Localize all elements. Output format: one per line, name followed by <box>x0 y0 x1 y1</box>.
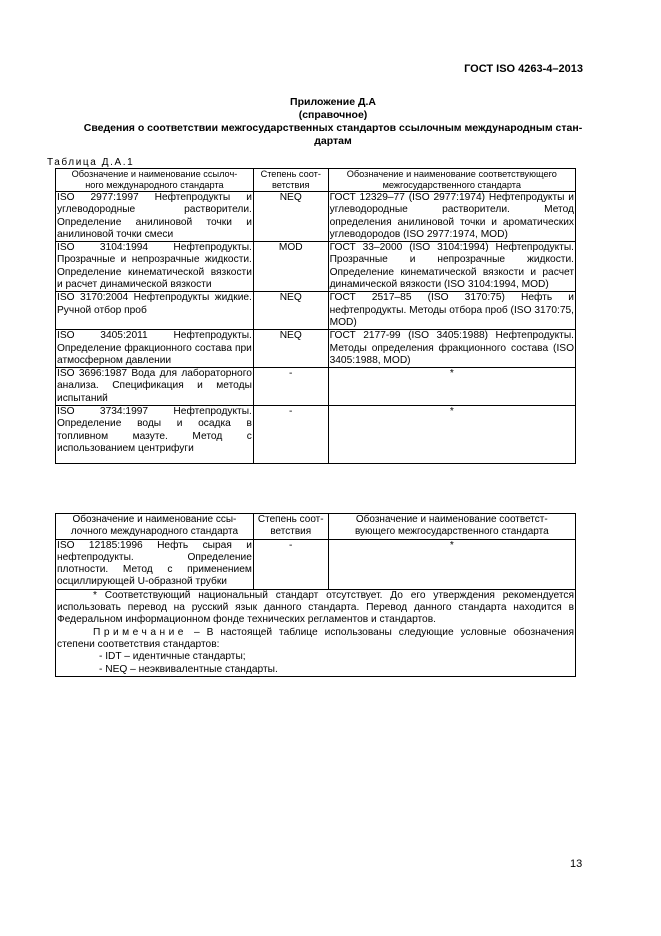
degree-cell: NEQ <box>253 192 328 242</box>
interstate-standard-cell: ГОСТ 12329–77 (ISO 2977:1974) Нефтепродукты и углеводородные растворители. Метод определения анилиновой точки и ароматических углеводородов (ISO 2977:1974, MOD) <box>329 192 574 240</box>
appendix-type: (справочное) <box>298 109 368 121</box>
table-row <box>56 368 576 406</box>
table-row <box>56 406 576 464</box>
degree-cell: - <box>253 406 328 464</box>
degree-cell: MOD <box>253 242 328 292</box>
standards-table <box>55 168 576 464</box>
header-interstate-standard: Обозначение и наименование соответст- вующего межгосударственного стандарта <box>328 514 575 540</box>
intl-standard-cell: ISO 2977:1997 Нефтепродукты и углеводородные растворители. Определение анилиновой точки и анилиновой точки смеси <box>57 192 252 240</box>
degree-cell: - <box>253 539 328 589</box>
intl-standard-cell: ISO 3170:2004 Нефтепродукты жидкие. Ручной отбор проб <box>56 292 254 330</box>
appendix-title: Приложение Д.А <box>290 96 376 108</box>
document-code: ГОСТ ISO 4263-4–2013 <box>464 63 583 75</box>
standards-table-continuation <box>55 513 576 677</box>
table-row <box>56 192 576 242</box>
intl-standard-cell: ISO 12185:1996 Нефть сырая и нефтепродукты. Определение плотности. Метод с применением осциллирующей U-образной трубки <box>57 539 252 588</box>
interstate-standard-cell: ГОСТ 2177-99 (ISO 3405:1988) Нефтепродукты. Методы определения фракционного состава (ISO 3405:1988, MOD) <box>329 330 574 366</box>
note <box>57 627 574 652</box>
footnote-cell <box>56 589 576 676</box>
interstate-standard-cell: * <box>328 368 575 406</box>
appendix-subtitle-line1: Сведения о соответствии межгосударственных стандартов ссылочным международным стан- <box>83 122 583 134</box>
note-label: Примечание <box>93 626 187 638</box>
table-row <box>56 242 576 292</box>
header-degree: Степень соот- ветствия <box>253 514 328 540</box>
interstate-standard-cell: ГОСТ 33–2000 (ISO 3104:1994) Нефтепродукты. Прозрачные и непрозрачные жидкости. Определение кинематической вязкости и расчет динамической вязкости (ISO 3104:1994, MOD) <box>329 242 574 291</box>
intl-standard-cell: ISO 3734:1997 Нефтепродукты. Определение воды и осадка в топливном мазуте. Метод с использованием центрифуги <box>56 406 254 464</box>
legend-item: - NEQ – неэквивалентные стандарты. <box>99 663 278 675</box>
table-row <box>56 330 576 368</box>
note-text: – В настоящей таблице использованы следующие условные обозначения степени соответствия стандартов: <box>57 626 574 650</box>
interstate-standard-cell: * <box>328 406 575 464</box>
intl-standard-cell: ISO 3104:1994 Нефтепродукты. Прозрачные и непрозрачные жидкости. Определение кинематической вязкости и расчет динамической вязкости <box>57 242 252 291</box>
table-caption: Таблица Д.А.1 <box>47 157 135 168</box>
table-header-row <box>56 169 576 192</box>
appendix-heading <box>40 96 626 148</box>
table-row <box>56 292 576 330</box>
interstate-standard-cell: * <box>328 539 575 589</box>
intl-standard-cell: ISO 3405:2011 Нефтепродукты. Определение фракционного состава при атмосферном давлении <box>57 330 252 366</box>
legend-item: - IDT – идентичные стандарты; <box>99 651 246 663</box>
header-intl-standard: Обозначение и наименование ссы- лочного международного стандарта <box>56 514 254 540</box>
degree-cell: - <box>253 368 328 406</box>
appendix-subtitle-line2: дартам <box>314 135 352 147</box>
footnote-text: * Соответствующий национальный стандарт отсутствует. До его утверждения рекомендуется использовать перевод на русский язык данного стандарта. Перевод данного стандарта находится в Федеральном информационном фонде технических регламентов и стандартов. <box>57 589 574 626</box>
header-interstate-standard: Обозначение и наименование соответствующего межгосударственного стандарта <box>328 169 575 192</box>
degree-cell: NEQ <box>253 292 328 330</box>
table-header-row <box>56 514 576 540</box>
footnote-row <box>56 589 576 676</box>
header-intl-standard: Обозначение и наименование ссылоч- ного международного стандарта <box>56 169 254 192</box>
table-row <box>56 539 576 589</box>
degree-cell: NEQ <box>253 330 328 368</box>
interstate-standard-cell: ГОСТ 2517–85 (ISO 3170:75) Нефть и нефтепродукты. Методы отбора проб (ISO 3170:75, MOD) <box>329 292 574 328</box>
intl-standard-cell: ISO 3696:1987 Вода для лабораторного анализа. Спецификация и методы испытаний <box>57 368 252 404</box>
page-number: 13 <box>570 858 583 870</box>
header-degree: Степень соот- ветствия <box>253 169 328 192</box>
